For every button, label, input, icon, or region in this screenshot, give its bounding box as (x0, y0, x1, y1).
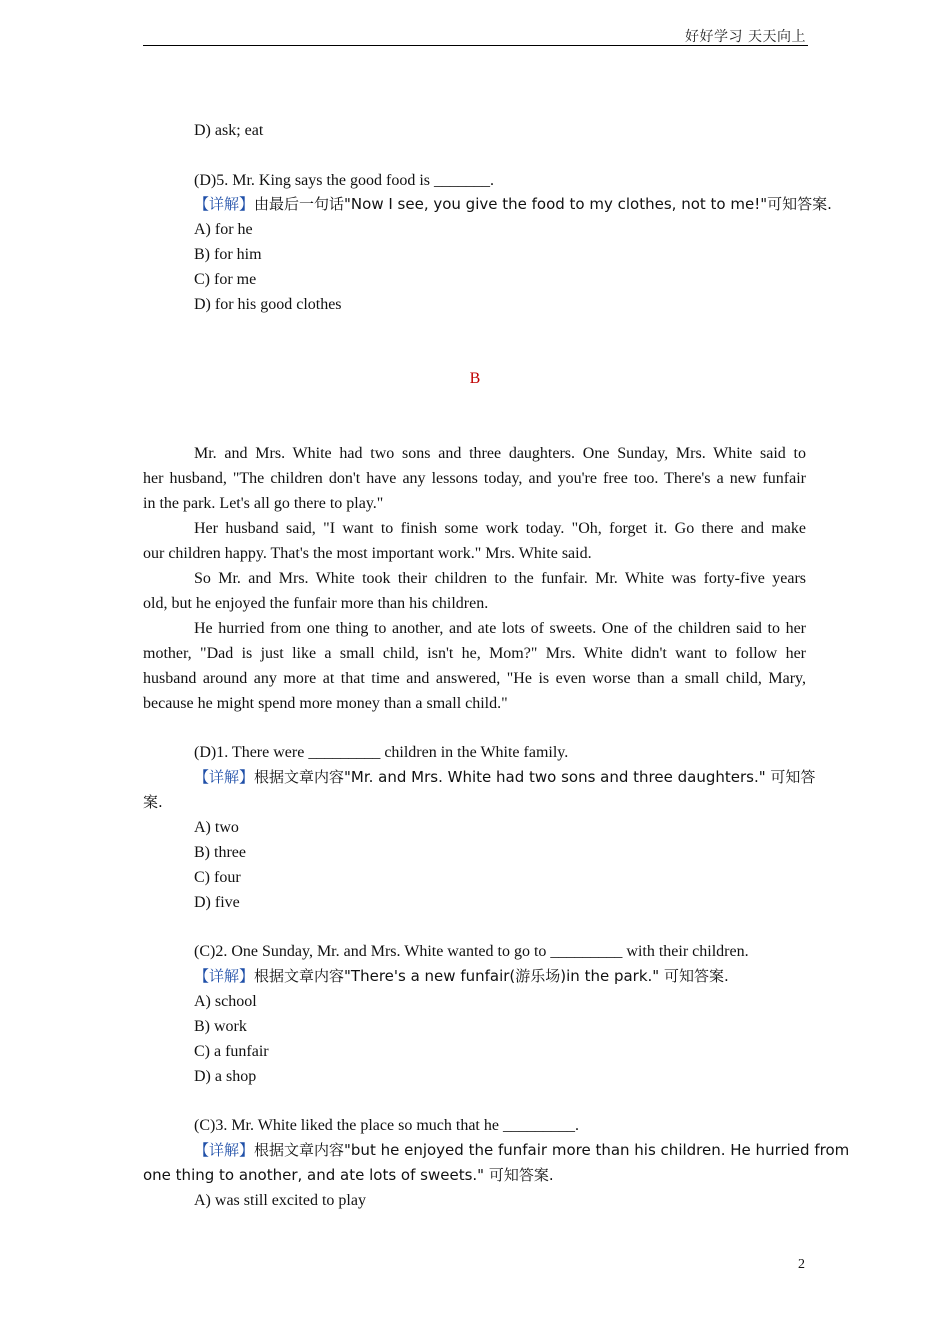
option-b3-a: A) was still excited to play (194, 1192, 366, 1209)
page-header (143, 26, 808, 46)
option-b1-a: A) two (194, 819, 239, 836)
option-q5-c: C) for me (194, 271, 257, 288)
passage-line: because he might spend more money than a small child." (143, 695, 508, 712)
option-q5-b: B) for him (194, 246, 262, 263)
passage-line: Mr. and Mrs. White had two sons and three daughters. One Sunday, Mrs. White said to (194, 445, 806, 462)
explanation-tag: 【详解】 (194, 1141, 255, 1159)
explanation-b1 (194, 767, 815, 788)
explanation-b2 (194, 966, 729, 987)
header-slogan: 好好学习 天天向上 (685, 29, 806, 45)
page-number: 2 (798, 1257, 805, 1272)
passage-line: Her husband said, "I want to finish some work today. "Oh, forget it. Go there and make (194, 520, 806, 537)
option-q5-a: A) for he (194, 221, 253, 238)
explanation-q5 (194, 194, 832, 215)
option-b1-b: B) three (194, 844, 246, 861)
explanation-tag: 【详解】 (194, 967, 255, 985)
section-title: B (469, 370, 481, 387)
passage-line: our children happy. That's the most important work." Mrs. White said. (143, 545, 592, 562)
question-q5: (D)5. Mr. King says the good food is _______. (194, 172, 494, 189)
question-b1: (D)1. There were _________ children in the White family. (194, 744, 569, 761)
explanation-text: 由最后一句话"Now I see, you give the food to my clothes, not to me!"可知答案. (254, 195, 832, 213)
passage-line: mother, "Dad is just like a small child, isn't he, Mom?" Mrs. White didn't want to follow her (143, 645, 806, 662)
option-q4-d: D) ask; eat (194, 122, 264, 139)
explanation-text: 根据文章内容"but he enjoyed the funfair more than his children. He hurried from (254, 1141, 850, 1159)
question-b3: (C)3. Mr. White liked the place so much that he _________. (194, 1117, 579, 1134)
explanation-tag: 【详解】 (194, 195, 255, 213)
option-b2-c: C) a funfair (194, 1043, 269, 1060)
explanation-tag: 【详解】 (194, 768, 255, 786)
option-b2-b: B) work (194, 1018, 247, 1035)
passage-line: husband around any more at that time and answered, "He is even worse than a small child, Mary, (143, 670, 806, 687)
explanation-b3 (194, 1140, 849, 1161)
explanation-text: 根据文章内容"There's a new funfair(游乐场)in the park." 可知答案. (254, 967, 729, 985)
passage-line: So Mr. and Mrs. White took their children to the funfair. Mr. White was forty-five years (194, 570, 806, 587)
option-q5-d: D) for his good clothes (194, 296, 342, 313)
passage-line: in the park. Let's all go there to play." (143, 495, 384, 512)
question-b2: (C)2. One Sunday, Mr. and Mrs. White wanted to go to _________ with their children. (194, 943, 749, 960)
explanation-b1-cont: 案. (143, 793, 163, 811)
explanation-text: 根据文章内容"Mr. and Mrs. White had two sons and three daughters." 可知答 (254, 768, 816, 786)
option-b1-c: C) four (194, 869, 241, 886)
passage-line: He hurried from one thing to another, and ate lots of sweets. One of the children said to her (194, 620, 806, 637)
passage-line: old, but he enjoyed the funfair more than his children. (143, 595, 489, 612)
option-b2-a: A) school (194, 993, 257, 1010)
passage-line: her husband, "The children don't have any lessons today, and you're free too. There's a new funfair (143, 470, 806, 487)
option-b2-d: D) a shop (194, 1068, 257, 1085)
explanation-b3-cont: one thing to another, and ate lots of sweets." 可知答案. (143, 1166, 554, 1184)
option-b1-d: D) five (194, 894, 240, 911)
